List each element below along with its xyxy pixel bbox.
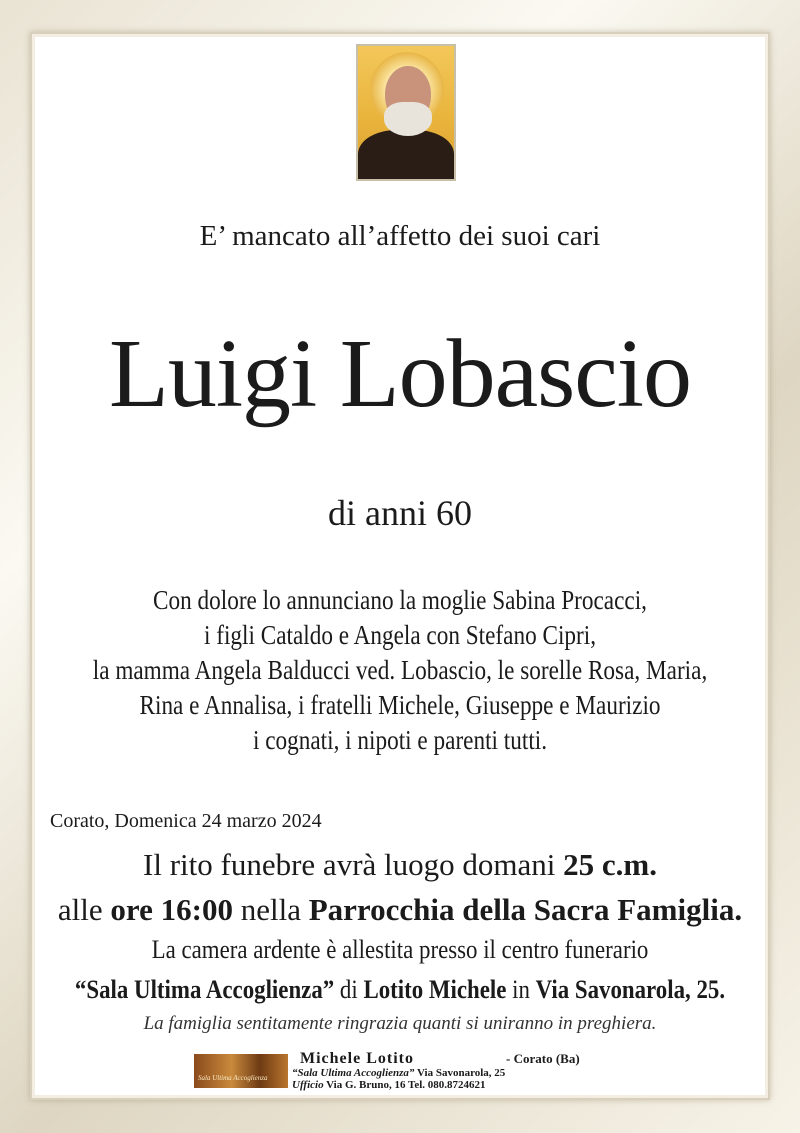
announcement-line: la mamma Angela Balducci ved. Lobascio, le sorelle Rosa, Maria, xyxy=(92,655,708,685)
rite-date: 25 c.m. xyxy=(563,847,657,882)
beard-shape xyxy=(384,102,432,136)
rite-church: Parrocchia della Sacra Famiglia. xyxy=(308,892,743,927)
funeral-home-logo xyxy=(194,1054,288,1088)
office-label: Ufficio xyxy=(292,1079,324,1091)
venue-address: Via Savonarola, 25 xyxy=(414,1067,506,1079)
chapel-text: in xyxy=(506,975,536,1004)
company-city: - Corato (Ba) xyxy=(506,1051,580,1066)
chapel-owner: Lotito Michele xyxy=(363,975,507,1004)
footer-address-2 xyxy=(292,1079,486,1091)
deceased-age: di anni 60 xyxy=(328,493,472,533)
announcement-block xyxy=(82,583,718,758)
chapel-address: Via Savonarola, 25. xyxy=(535,975,726,1004)
rite-text: Il rito funebre avrà luogo domani xyxy=(143,847,564,882)
rite-text: nella xyxy=(232,892,309,927)
chapel-line-1: La camera ardente è allestita presso il centro funerario xyxy=(151,935,649,964)
deceased-name: Luigi Lobascio xyxy=(108,320,692,428)
saint-portrait-image xyxy=(356,44,456,181)
chapel-text: di xyxy=(334,975,364,1004)
rite-time: ore 16:00 xyxy=(110,892,233,927)
announcement-line: Rina e Annalisa, i fratelli Michele, Giuseppe e Maurizio xyxy=(139,690,661,720)
rite-line-2 xyxy=(0,887,800,932)
company-name: Michele Lotito xyxy=(300,1050,414,1067)
office-address: Via G. Bruno, 16 Tel. 080.8724621 xyxy=(323,1079,486,1091)
rite-text: alle xyxy=(57,892,111,927)
thanks-text: La famiglia sentitamente ringrazia quanti si uniranno in preghiera. xyxy=(143,1013,657,1034)
funeral-rite-block xyxy=(0,842,800,932)
announcement-line: i cognati, i nipoti e parenti tutti. xyxy=(252,725,548,755)
chapel-venue: “Sala Ultima Accoglienza” xyxy=(74,975,335,1004)
footer-address-1 xyxy=(292,1067,505,1079)
announcement-line: i figli Cataldo e Angela con Stefano Cipri, xyxy=(203,620,597,650)
logo-text: Sala Ultima Accoglienza xyxy=(198,1074,268,1082)
rite-line-1 xyxy=(0,842,800,887)
funeral-home-footer xyxy=(194,1050,614,1092)
robe-shape xyxy=(358,130,454,181)
dateline: Corato, Domenica 24 marzo 2024 xyxy=(50,810,322,832)
intro-text: E’ mancato all’affetto dei suoi cari xyxy=(199,220,601,252)
announcement-line: Con dolore lo annunciano la moglie Sabina Procacci, xyxy=(153,585,647,615)
chapel-line-2 xyxy=(48,970,752,1010)
chapel-block xyxy=(0,930,800,1010)
venue-name: “Sala Ultima Accoglienza” xyxy=(292,1067,415,1079)
